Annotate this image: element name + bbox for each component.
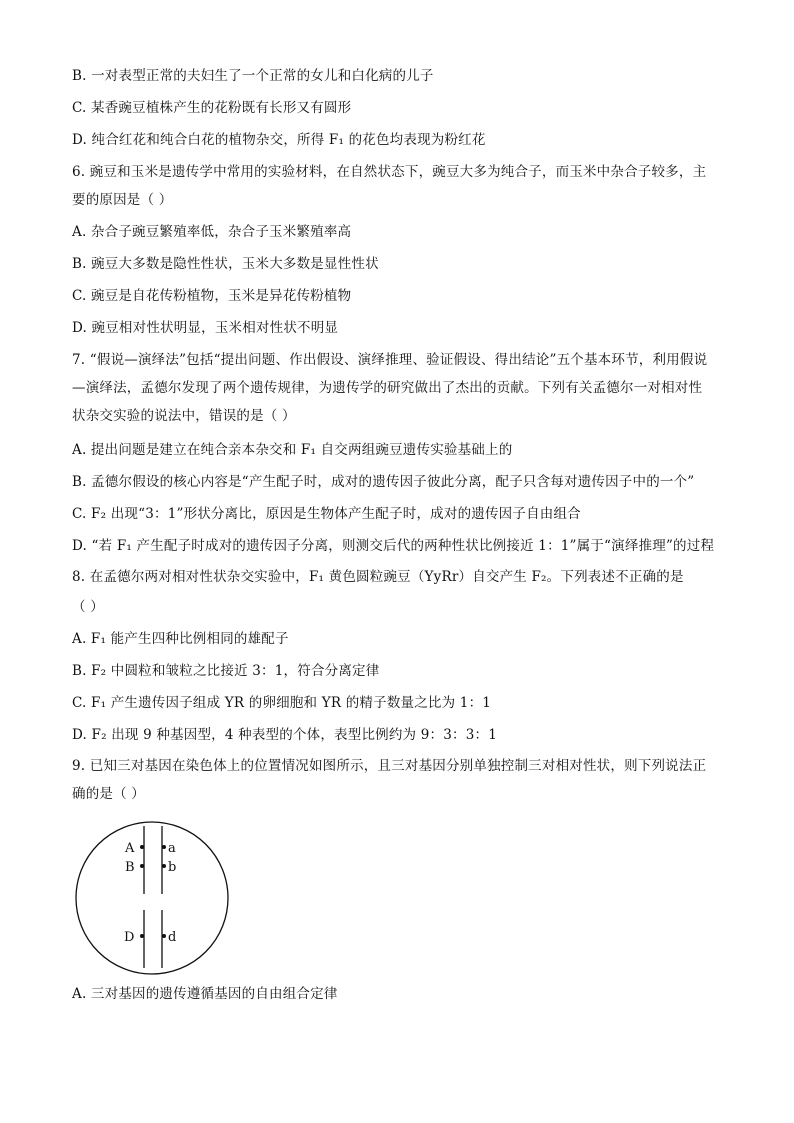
question-9-text-cont: 确的是（ ） (72, 786, 145, 802)
option-line: A. F₁ 能产生四种比例相同的雄配子 (72, 631, 289, 647)
locus-D (140, 934, 144, 938)
cell-outline (76, 822, 228, 974)
question-6-text: 6. 豌豆和玉米是遗传学中常用的实验材料，在自然状态下，豌豆大多为纯合子，而玉米中杂合子较多，主 (72, 164, 707, 180)
question-8-text: 8. 在孟德尔两对相对性状杂交实验中，F₁ 黄色圆粒豌豆（YyRr）自交产生 F₂。下列表述不正确的是 (72, 569, 684, 585)
option-line: B. F₂ 中圆粒和皱粒之比接近 3：1，符合分离定律 (72, 663, 380, 679)
option-line: B. 孟德尔假设的核心内容是“产生配子时，成对的遗传因子彼此分离，配子只含每对遗传因子中的一个” (72, 474, 695, 490)
label-D: D (124, 930, 135, 945)
chromosome-figure (72, 818, 232, 978)
locus-d (162, 934, 166, 938)
question-9-text: 9. 已知三对基因在染色体上的位置情况如图所示，且三对基因分别单独控制三对相对性状，则下列说法正 (72, 758, 707, 774)
chromosome-diagram (72, 818, 232, 978)
locus-A (140, 845, 144, 849)
option-line: D. F₂ 出现 9 种基因型，4 种表型的个体，表型比例约为 9：3：3：1 (72, 727, 497, 743)
label-A: A (125, 841, 135, 856)
option-line: B. 豌豆大多数是隐性性状，玉米大多数是显性性状 (72, 256, 379, 272)
option-line: C. 豌豆是自花传粉植物，玉米是异花传粉植物 (72, 288, 352, 304)
question-7-text: 7. “假说—演绎法”包括“提出问题、作出假设、演绎推理、验证假设、得出结论”五个基本环节，利用假说 (72, 352, 708, 368)
label-b: b (168, 860, 177, 875)
question-6-text-cont: 要的原因是（ ） (72, 192, 173, 208)
option-line: C. 某香豌豆植株产生的花粉既有长形又有圆形 (72, 100, 352, 116)
locus-a (162, 845, 166, 849)
option-line: D. “若 F₁ 产生配子时成对的遗传因子分离，则测交后代的两种性状比例接近 1：1”属于“演绎推理”的过程 (72, 538, 715, 554)
option-line: B. 一对表型正常的夫妇生了一个正常的女儿和白化病的儿子 (72, 68, 434, 84)
option-line: A. 杂合子豌豆繁殖率低，杂合子玉米繁殖率高 (72, 224, 352, 240)
label-d: d (168, 930, 177, 945)
question-7-text-cont: 状杂交实验的说法中，错误的是（ ） (72, 408, 296, 424)
locus-b (162, 864, 166, 868)
option-line: A. 提出问题是建立在纯合亲本杂交和 F₁ 自交两组豌豆遗传实验基础上的 (72, 442, 513, 458)
option-line: C. F₂ 出现“3：1”形状分离比，原因是生物体产生配子时，成对的遗传因子自由组合 (72, 506, 581, 522)
option-line: D. 豌豆相对性状明显，玉米相对性状不明显 (72, 320, 339, 336)
question-8-text-cont: （ ） (72, 599, 104, 615)
option-line: A. 三对基因的遗传遵循基因的自由组合定律 (72, 986, 338, 1002)
label-a: a (168, 841, 176, 856)
locus-B (140, 864, 144, 868)
question-7-text-cont: —演绎法，孟德尔发现了两个遗传规律，为遗传学的研究做出了杰出的贡献。下列有关孟德尔一对相对性 (72, 380, 703, 396)
label-B: B (125, 860, 135, 875)
option-line: C. F₁ 产生遗传因子组成 YR 的卵细胞和 YR 的精子数量之比为 1：1 (72, 695, 492, 711)
option-line: D. 纯合红花和纯合白花的植物杂交，所得 F₁ 的花色均表现为粉红花 (72, 132, 486, 148)
